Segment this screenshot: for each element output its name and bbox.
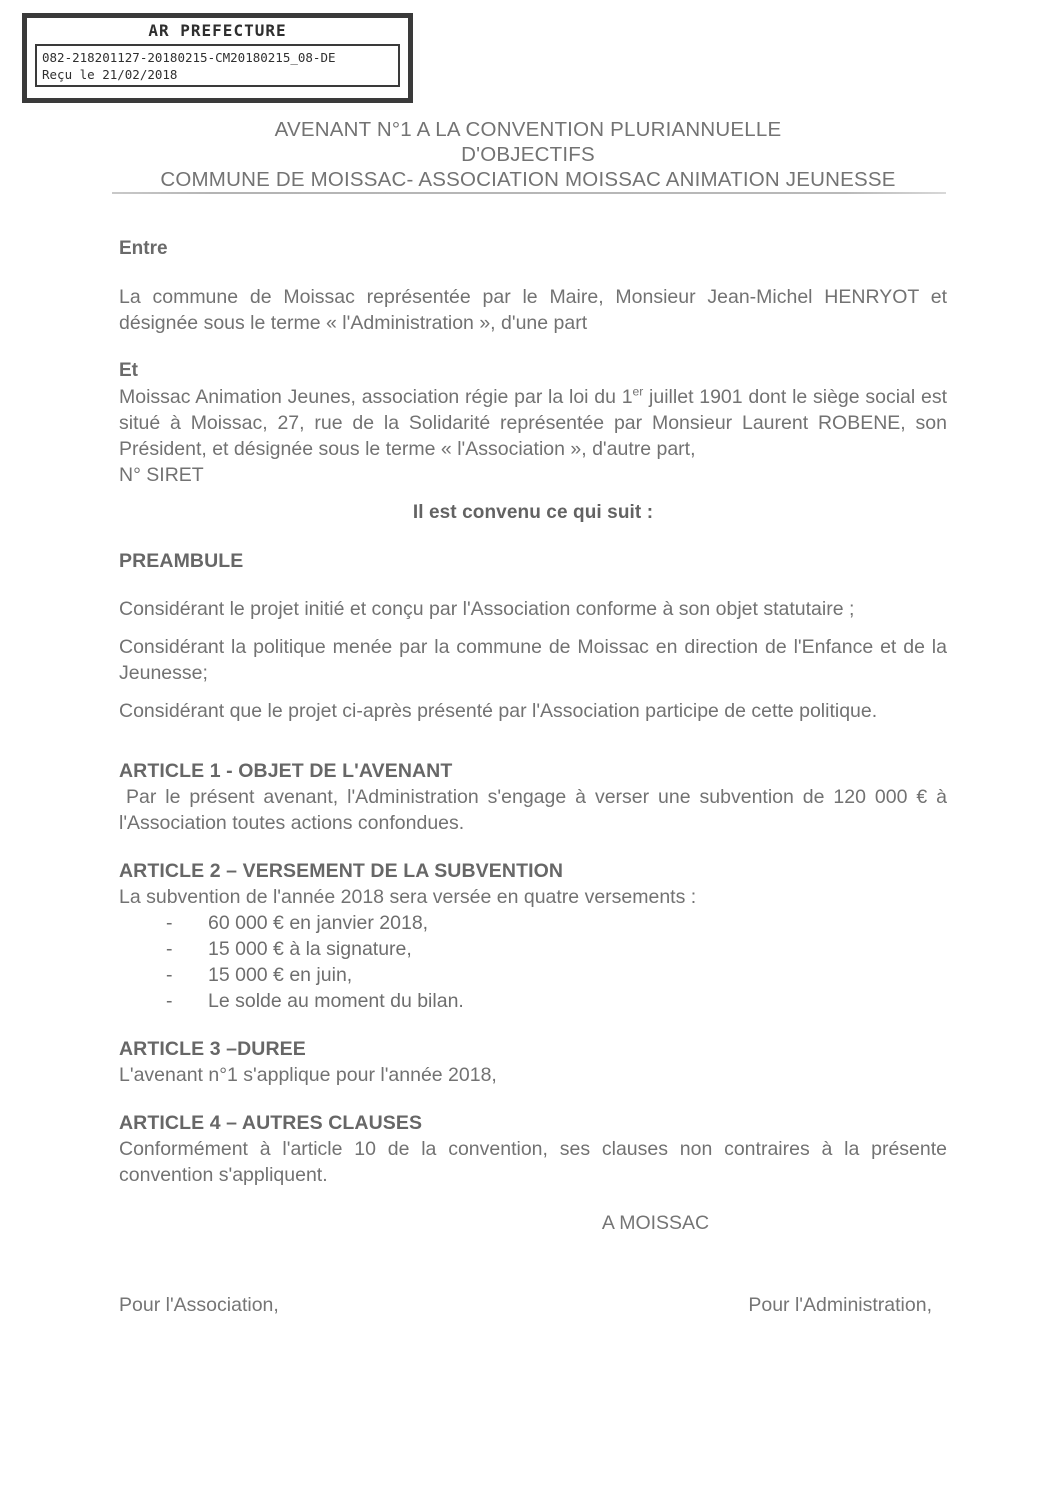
list-item <box>166 936 947 962</box>
list-item <box>166 988 947 1014</box>
preambule-heading: PREAMBULE <box>119 550 244 572</box>
signature-place: A MOISSAC <box>601 1212 710 1234</box>
list-item <box>166 962 947 988</box>
entre-paragraph: La commune de Moissac représentée par le Maire, Monsieur Jean-Michel HENRYOT et désignée sous le terme « l'Administration », d'une part <box>119 286 947 334</box>
stamp-received-date: Reçu le 21/02/2018 <box>42 67 178 82</box>
article-2-heading: ARTICLE 2 – VERSEMENT DE LA SUBVENTION <box>119 860 564 882</box>
title-line-3: COMMUNE DE MOISSAC- ASSOCIATION MOISSAC ANIMATION JEUNESSE <box>160 168 896 191</box>
preambule-considerant-3: Considérant que le projet ci-après présenté par l'Association participe de cette politique. <box>119 700 878 722</box>
payment-schedule-list <box>119 910 947 1014</box>
preambule-considerant-1: Considérant le projet initié et conçu par l'Association conforme à son objet statutaire ; <box>119 598 855 620</box>
payment-item-text: 15 000 € à la signature, <box>208 938 412 960</box>
title-line-2: D'OBJECTIFS <box>461 143 595 166</box>
signature-administration-label: Pour l'Administration, <box>748 1294 932 1316</box>
et-text-part-2: juillet 1901 dont le siège social est situé à Moissac, 27, rue de la Solidarité représentée par Monsieur Laurent ROBENE, son Président, et désignée sous le terme « l'Association », d'autre part, <box>119 386 947 460</box>
article-2-body: La subvention de l'année 2018 sera versée en quatre versements : <box>119 886 697 908</box>
payment-item-text: 60 000 € en janvier 2018, <box>208 912 429 934</box>
stamp-title: AR PREFECTURE <box>148 21 287 40</box>
list-bullet: - <box>166 964 173 986</box>
et-paragraph <box>119 384 947 462</box>
siret-line: N° SIRET <box>119 464 204 486</box>
signature-association-label: Pour l'Association, <box>119 1294 279 1316</box>
preambule-considerant-2: Considérant la politique menée par la commune de Moissac en direction de l'Enfance et de la Jeunesse; <box>119 636 947 684</box>
signature-row <box>119 1292 947 1318</box>
article-1-heading: ARTICLE 1 - OBJET DE L'AVENANT <box>119 760 453 782</box>
payment-item-text: Le solde au moment du bilan. <box>208 990 464 1012</box>
list-bullet: - <box>166 912 173 934</box>
ar-prefecture-stamp <box>22 13 413 103</box>
title-divider <box>112 192 946 194</box>
stamp-reference: 082-218201127-20180215-CM20180215_08-DE <box>42 50 336 65</box>
list-bullet: - <box>166 990 173 1012</box>
et-label: Et <box>119 360 138 381</box>
article-3-heading: ARTICLE 3 –DUREE <box>119 1038 306 1060</box>
article-3-body: L'avenant n°1 s'applique pour l'année 2018, <box>119 1064 497 1086</box>
stamp-details-box <box>35 44 400 87</box>
payment-item-text: 15 000 € en juin, <box>208 964 353 986</box>
list-item <box>166 910 947 936</box>
article-4-body: Conformément à l'article 10 de la convention, ses clauses non contraires à la présente convention s'appliquent. <box>119 1138 947 1186</box>
et-text-part-1: Moissac Animation Jeunes, association régie par la loi du 1 <box>119 386 633 408</box>
page-title <box>110 117 946 192</box>
article-1-body: Par le présent avenant, l'Administration s'engage à verser une subvention de 120 000 € à l'Association toutes actions confondues. <box>119 786 947 834</box>
agreement-statement: Il est convenu ce qui suit : <box>412 502 654 523</box>
title-line-1: AVENANT N°1 A LA CONVENTION PLURIANNUELLE <box>274 118 782 141</box>
entre-label: Entre <box>119 238 168 259</box>
article-4-heading: ARTICLE 4 – AUTRES CLAUSES <box>119 1112 423 1134</box>
ordinal-suffix: er <box>632 384 644 399</box>
list-bullet: - <box>166 938 173 960</box>
document-body <box>119 236 947 1318</box>
